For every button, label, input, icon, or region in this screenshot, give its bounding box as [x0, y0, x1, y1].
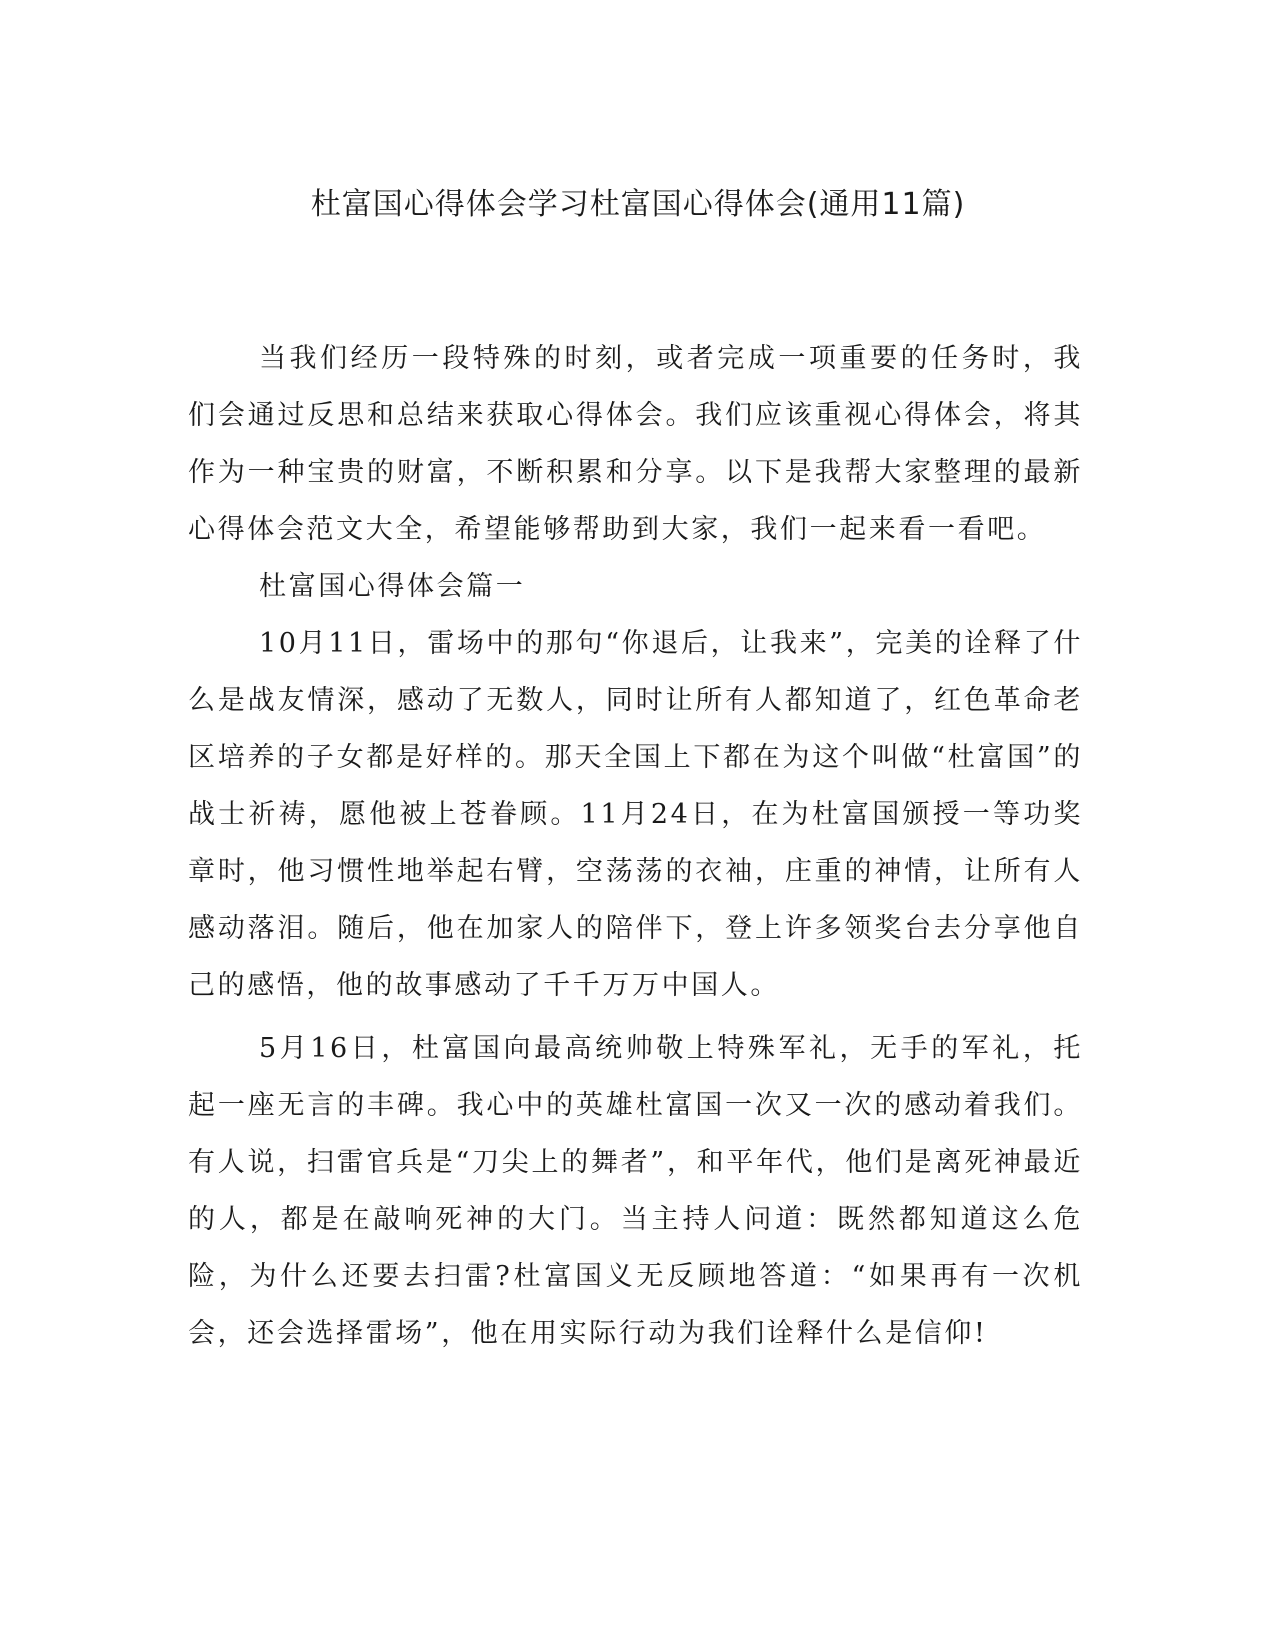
body-paragraph: 5月16日，杜富国向最高统帅敬上特殊军礼，无手的军礼，托起一座无言的丰碑。我心中的英雄杜富国一次又一次的感动着我们。有人说，扫雷官兵是“刀尖上的舞者”，和平年代，他们是离死神最近的人，都是在敲响死神的大门。当主持人问道：既然都知道这么危险，为什么还要去扫雷?杜富国义无反顾地答道：“如果再有一次机会，还会选择雷场”，他在用实际行动为我们诠释什么是信仰!: [188, 1033, 1083, 1349]
document-title: 杜富国心得体会学习杜富国心得体会(通用11篇): [310, 187, 966, 222]
document-body: [188, 330, 1083, 1362]
body-paragraph: 10月11日，雷场中的那句“你退后，让我来”，完美的诠释了什么是战友情深，感动了无数人，同时让所有人都知道了，红色革命老区培养的子女都是好样的。那天全国上下都在为这个叫做“杜富国”的战士祈祷，愿他被上苍眷顾。11月24日，在为杜富国颁授一等功奖章时，他习惯性地举起右臂，空荡荡的衣袖，庄重的神情，让所有人感动落泪。随后，他在加家人的陪伴下，登上许多领奖台去分享他自己的感悟，他的故事感动了千千万万中国人。: [188, 628, 1083, 1001]
intro-paragraph: 当我们经历一段特殊的时刻，或者完成一项重要的任务时，我们会通过反思和总结来获取心得体会。我们应该重视心得体会，将其作为一种宝贵的财富，不断积累和分享。以下是我帮大家整理的最新心得体会范文大全，希望能够帮助到大家，我们一起来看一看吧。: [188, 343, 1083, 545]
section-heading: 杜富国心得体会篇一: [259, 571, 526, 602]
